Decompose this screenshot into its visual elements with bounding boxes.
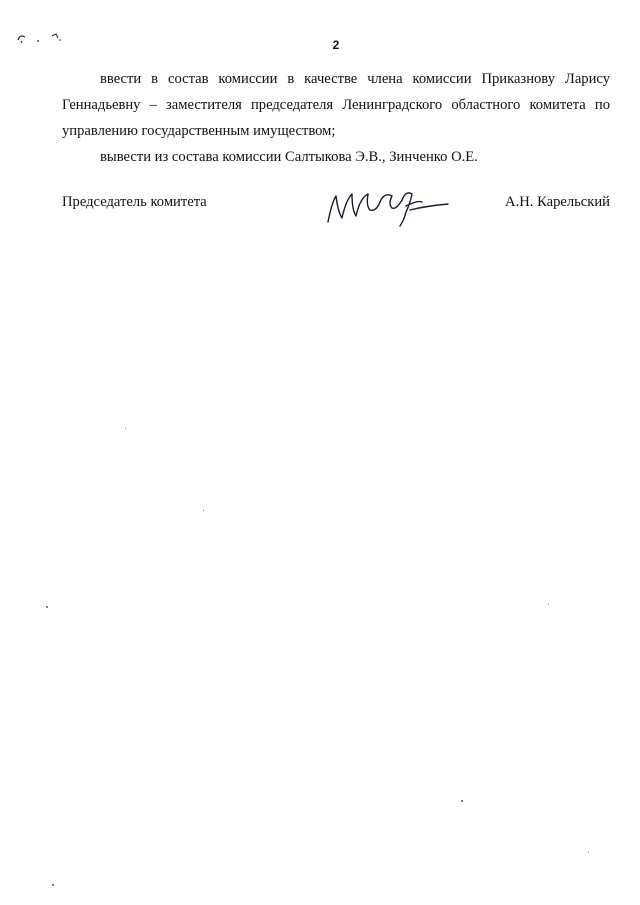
- scan-speck: [125, 428, 126, 429]
- signature-block: [62, 188, 610, 238]
- paragraph-include-member: ввести в состав комиссии в качестве члена комиссии Приказнову Ларису Геннадьевну – заместителя председателя Ленинградского областного комитета по управлению государственным имуществом;: [62, 71, 610, 139]
- page-number: 2: [332, 38, 340, 52]
- document-body: [62, 66, 610, 170]
- scan-speck: [52, 884, 54, 886]
- scan-speck: [203, 510, 204, 511]
- scan-speck: [588, 852, 589, 853]
- paragraph-exclude-members: вывести из состава комиссии Салтыкова Э.В., Зинченко О.Е.: [100, 149, 478, 165]
- signer-name: А.Н. Карельский: [505, 194, 610, 210]
- handwritten-signature: [322, 182, 452, 228]
- scan-artifact-mark: [16, 28, 66, 46]
- signer-title: Председатель комитета: [62, 194, 207, 210]
- scan-speck: [461, 800, 463, 802]
- scan-speck: [46, 606, 48, 608]
- scan-speck: [548, 604, 549, 605]
